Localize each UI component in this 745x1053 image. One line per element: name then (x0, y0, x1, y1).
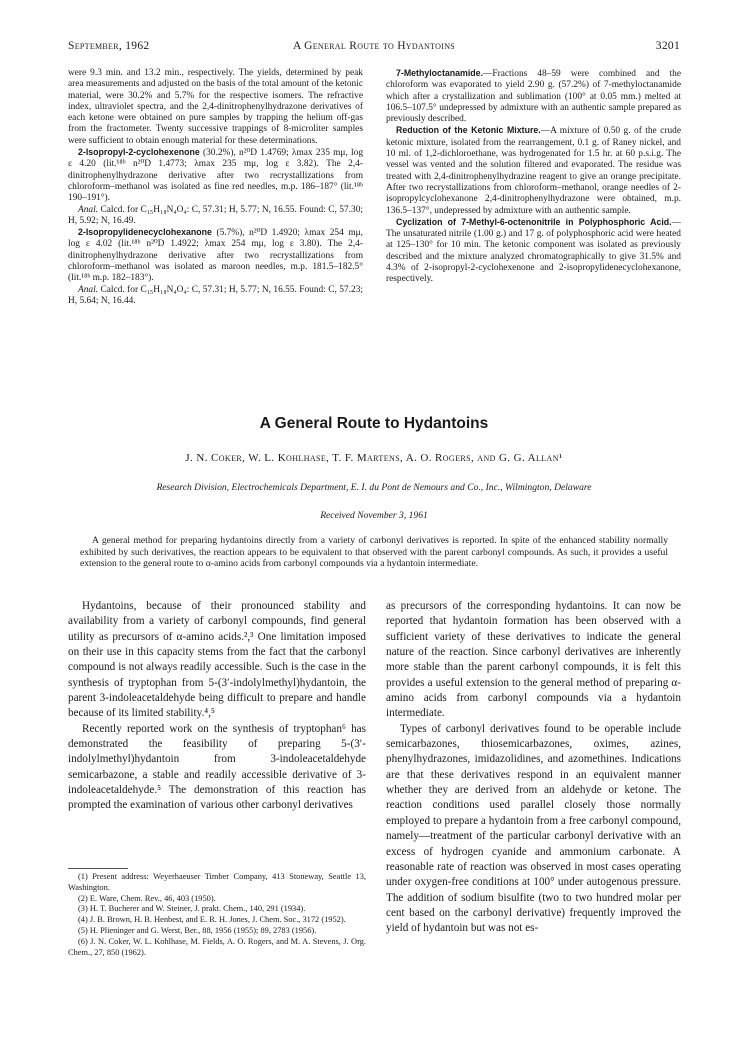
compound-text: (30.2%), n²⁰D 1.4769; λmax 235 mμ, log ε 4.20 (lit.¹⁸ᵇ n²⁰D 1.4773; λmax 235 mμ, log ε 3.82). The 2,4-dinitrophenylhydrazone derivative after two recrystallizations from chloroform–methanol was isolated as fine red needles, m.p. 186–187° (lit.¹⁸ᵇ 190–191°). (68, 148, 364, 204)
section-text: —The unsaturated nitrile (1.00 g.) and 17 g. of polyphosphoric acid were heated at 125–130° for 10 min. The ketonic component was isolated as previously described and the mixture analyzed chromatographically to give 31.5% and 4.3% of 2-isopropyl-2-cyclohexenone and 2-isopropylidenecyclohexanone, respectively. (386, 217, 681, 285)
experimental-paragraph: were 9.3 min. and 13.2 min., respectively. The yields, determined by peak area measurements and adjusted on the basis of the total amount of the ketonic material, were 30.2% and 5.7% for the respective isomers. The refractive index, ultraviolet spectra, and the 2,4-dinitrophenylhydrazone derivatives of each ketone were obtained on pure samples by trapping the helium off-gas from the fractometer. Twenty successive trappings of 8-microliter samples were sufficient to obtain enough material for these determinations. (68, 68, 363, 146)
header-title: A General Route to Hydantoins (292, 40, 456, 52)
footnote: (6) J. N. Coker, W. L. Kohlhase, M. Fields, A. O. Rogers, and M. A. Stevens, J. Org. Chem., 27, 850 (1962). (68, 936, 366, 957)
compound-heading: 2-Isopropyl-2-cyclohexenone (78, 147, 200, 158)
section-heading: Cyclization of 7-Methyl-6-octenonitrile in Polyphosphoric Acid. (396, 216, 672, 227)
compound-heading: 2-Isopropylidenecyclohexanone (78, 227, 212, 238)
experimental-left-column (68, 68, 363, 307)
footnote-divider (68, 868, 128, 869)
article-authors (68, 452, 680, 464)
footnotes (68, 872, 366, 958)
footnote: (4) J. B. Brown, H. B. Henbest, and E. R. H. Jones, J. Chem. Soc., 3172 (1952). (78, 915, 346, 925)
section-heading: 7-Methyloctanamide. (396, 68, 484, 78)
experimental-paragraph (386, 68, 681, 125)
analysis-text: Calcd. for C₁₅H₁₈N₄O₄: C, 57.31; H, 5.77; N, 16.55. Found: C, 57.23; H, 5.64; N, 16.44. (68, 284, 363, 306)
body-right-column (386, 599, 681, 937)
body-paragraph: Hydantoins, because of their pronounced stability and availability from a variety of carbonyl compounds, find general utility as precursors of α-amino acids.²,³ One limitation imposed on their use in this capacity stems from the fact that the carbonyl compound is not always readily accessible. Such is the case in the synthesis of tryptophan from 5-(3′-indolylmethyl)hydantoin, the parent 3-indoleacetaldehyde being difficult to prepare and handle because of its limited stability.⁴,⁵ (68, 600, 366, 720)
experimental-paragraph (68, 227, 363, 284)
body-paragraph: Types of carbonyl derivatives found to be operable include semicarbazones, thiosemicarbazones, oximes, azines, phenylhydrazones, imidazolidines, and azomethines. Indications are that these derivatives respond in an equivalent manner whether they are derived from an aldehyde or ketone. The reaction conditions used parallel closely those normally employed to prepare a hydantoin from a free carbonyl compound, namely—treatment of the particular carbonyl derivative with an excess of hydrogen cyanide and ammonium carbonate. A reasonable rate of reaction was observed in most cases operating under oxygen-free conditions at 100° under autogenous pressure. The addition of sodium bisulfite (two to two hundred molar per cent based on the carbonyl derivative) frequently improved the yield of hydantoin but was not es- (386, 722, 681, 935)
experimental-paragraph (386, 125, 681, 216)
footnote: (3) H. T. Bucherer and W. Steiner, J. prakt. Chem., 140, 291 (1934). (78, 904, 306, 914)
page-number: 3201 (655, 40, 680, 52)
section-text: —A mixture of 0.50 g. of the crude ketonic mixture, isolated from the rearrangement, 0.1 g. of Raney nickel, and 10 ml. of 1,2-dichloroethane, was hydrogenated for 1.5 hr. at 60 p.s.i.g. The vessel was vented and the solution filtered and evaporated. The residue was treated with 2,4-dinitrophenylhydrazine reagent to give an orange precipitate. After two recrystallizations from chloroform–methanol, orange needles of 2-isopropylcyclohexanone 2,4-dinitrophenylhydrazone were obtained, m.p. 136.5–137°, undepressed by admixture with an authentic sample. (386, 126, 681, 216)
body-paragraph: Recently reported work on the synthesis of tryptophan⁶ has demonstrated the feasibility of preparing 5-(3′-indolylmethyl)hydantoin from 3-indoleacetaldehyde semicarbazone, a stable and readily accessible derivative of 3-indoleacetaldehyde.⁵ The demonstration of this reaction has prompted the examination of various other carbonyl derivatives (68, 722, 366, 812)
experimental-paragraph (386, 217, 681, 286)
anal-label: Anal. (78, 284, 99, 295)
body-paragraph: as precursors of the corresponding hydantoins. It can now be reported that hydantoin formation has been observed with a sufficient variety of these derivatives to indicate the general nature of the reaction. Since carbonyl derivatives are inherently more stable than the parent carbonyl compounds, it is felt this provides a useful extension to the general method of preparing α-amino acids from carbonyl compounds via a hydantoin intermediate. (386, 600, 681, 720)
received-date: Received November 3, 1961 (320, 510, 428, 521)
body-left-column (68, 599, 366, 814)
section-heading: Reduction of the Ketonic Mixture. (396, 125, 541, 136)
authors-text: J. N. Coker, W. L. Kohlhase, T. F. Martens, A. O. Rogers, and G. G. Allan¹ (185, 452, 563, 464)
abstract-text: A general method for preparing hydantoins directly from a variety of carbonyl derivatives is reported. In spite of the enhanced stability normally exhibited by such derivatives, the reaction appears to be equivalent to that observed with the parent carbonyl compounds. As such, it provides a useful extension to the general route to α-amino acids from carbonyl compounds via a hydantoin intermediate. (80, 535, 668, 569)
footnote: (5) H. Plieninger and G. Werst, Ber., 88, 1956 (1955); 89, 2783 (1956). (78, 925, 317, 935)
footnote: (2) E. Ware, Chem. Rev., 46, 403 (1950). (78, 893, 216, 903)
analysis-paragraph (68, 285, 363, 308)
running-header (68, 40, 680, 54)
compound-text: (5.7%), n²⁰D 1.4920; λmax 254 mμ, log ε 4.02 (lit.¹⁸ᵇ n²⁰D 1.4922; λmax 254 mμ, log ε 3.80). The 2,4-dinitrophenylhydrazone derivative after two recrystallizations from chloroform–methanol was isolated as maroon needles, m.p. 181.5–182.5° (lit.¹⁸ᵇ m.p. 182–183°). (68, 228, 363, 284)
article-title: A General Route to Hydantoins (259, 415, 489, 432)
anal-label: Anal. (78, 204, 99, 215)
analysis-text: Calcd. for C₁₅H₁₈N₄O₄: C, 57.31; H, 5.77; N, 16.55. Found: C, 57.30; H, 5.92; N, 16.49. (68, 204, 363, 226)
analysis-paragraph (68, 205, 363, 228)
experimental-paragraph (68, 147, 363, 204)
experimental-right-column (386, 68, 681, 286)
article-affiliation: Research Division, Electrochemicals Department, E. I. du Pont de Nemours and Co., Inc., Wilmington, Delaware (156, 482, 592, 493)
section-text: —Fractions 48–59 were combined and the chloroform was evaporated to yield 2.90 g. (57.2%) of 7-methyloctanamide which after a crystallization and sublimation (100° at 0.05 mm.) melted at 106.5–107.5° undepressed by admixture with an authentic sample prepared as previously described. (386, 69, 681, 125)
header-date: September, 1962 (68, 40, 150, 52)
footnote: (1) Present address: Weyerhaeuser Timber Company, 413 Stoneway, Seattle 13, Washington. (68, 872, 366, 892)
abstract (80, 535, 668, 570)
